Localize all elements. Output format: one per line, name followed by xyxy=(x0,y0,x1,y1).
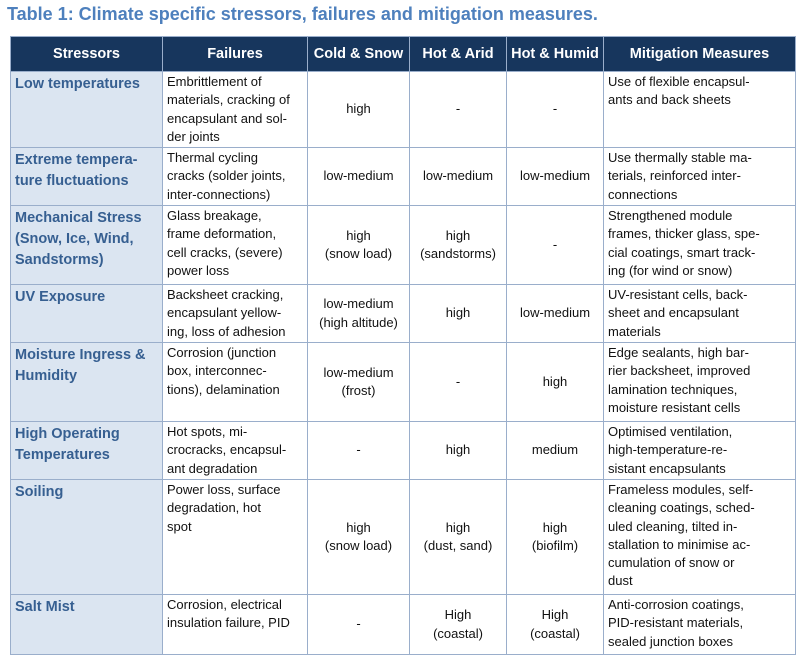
failure-line: crocracks, encapsul- xyxy=(167,442,287,458)
hot-arid-cell xyxy=(410,480,507,595)
mitigation-line: Strengthened module xyxy=(608,208,733,223)
hot-humid-cell xyxy=(507,480,604,595)
mitigation-line: Edge sealants, high bar- xyxy=(608,345,749,360)
mitigation-line: Anti-corrosion coatings, xyxy=(608,597,744,612)
mitigation-line: sealed junction boxes xyxy=(608,633,734,649)
stressor-cell xyxy=(11,595,163,655)
stressor-line: Temperatures xyxy=(15,447,110,463)
header-failures: Failures xyxy=(163,37,308,72)
stressor-line: Extreme tempera- xyxy=(15,152,138,168)
stressor-line: Humidity xyxy=(15,368,78,384)
failure-cell xyxy=(163,480,308,595)
failure-line: Thermal cycling xyxy=(167,150,259,165)
failure-line: Corrosion, electrical xyxy=(167,597,282,612)
failure-line: encapsulant and sol- xyxy=(167,110,287,126)
hot-arid-cell xyxy=(410,343,507,422)
hot-humid-line: (biofilm) xyxy=(531,538,579,553)
hot-arid-cell xyxy=(410,595,507,655)
header-cold-snow: Cold & Snow xyxy=(308,37,410,72)
cold-snow-cell xyxy=(308,480,410,595)
failure-line: cell cracks, (severe) xyxy=(167,244,283,260)
failure-cell xyxy=(163,343,308,422)
mitigation-line: materials xyxy=(608,323,661,339)
hot-arid-cell xyxy=(410,72,507,148)
mitigation-line: cial coatings, smart track- xyxy=(608,244,756,260)
hot-humid-line: low-medium xyxy=(519,168,591,184)
mitigation-line: stallation to minimise ac- xyxy=(608,536,751,552)
stressor-line: (Snow, Ice, Wind, xyxy=(15,231,134,247)
hot-arid-line: high xyxy=(445,305,471,321)
stressor-line: UV Exposure xyxy=(15,289,106,305)
mitigation-line: uled cleaning, tilted in- xyxy=(608,518,738,534)
hot-humid-cell xyxy=(507,72,604,148)
failure-cell xyxy=(163,422,308,480)
mitigation-cell xyxy=(604,595,796,655)
stressor-cell xyxy=(11,148,163,206)
hot-arid-line: high xyxy=(445,442,471,458)
cold-snow-cell xyxy=(308,343,410,422)
cold-snow-line: (snow load) xyxy=(324,246,393,261)
failure-line: insulation failure, PID xyxy=(167,615,290,631)
cold-snow-line: (high altitude) xyxy=(319,314,398,330)
hot-humid-line: low-medium xyxy=(519,305,591,321)
mitigation-line: Use thermally stable ma- xyxy=(608,150,752,165)
mitigation-line: UV-resistant cells, back- xyxy=(608,287,748,302)
hot-humid-cell xyxy=(507,343,604,422)
failure-cell xyxy=(163,148,308,206)
hot-arid-line: (coastal) xyxy=(433,625,483,641)
stressor-cell xyxy=(11,285,163,343)
stressor-cell xyxy=(11,422,163,480)
hot-arid-line: - xyxy=(455,101,461,117)
mitigation-line: ants and back sheets xyxy=(608,92,731,108)
hot-humid-line: - xyxy=(552,236,558,252)
hot-arid-cell xyxy=(410,206,507,285)
mitigation-cell xyxy=(604,285,796,343)
failure-line: Glass breakage, xyxy=(167,208,262,223)
failure-line: Hot spots, mi- xyxy=(167,424,248,439)
hot-humid-line: medium xyxy=(531,442,579,458)
stressor-line: Moisture Ingress & xyxy=(15,347,146,363)
cold-snow-cell xyxy=(308,72,410,148)
table-caption: Table 1: Climate specific stressors, failures and mitigation measures. xyxy=(7,4,598,24)
cold-snow-line: (snow load) xyxy=(324,538,393,553)
hot-arid-line: (sandstorms) xyxy=(420,246,496,261)
cold-snow-cell xyxy=(308,285,410,343)
failure-cell xyxy=(163,595,308,655)
table-row xyxy=(11,343,796,422)
hot-humid-line: - xyxy=(552,101,558,117)
failure-line: Embrittlement of xyxy=(167,74,262,89)
failure-cell xyxy=(163,285,308,343)
hot-arid-line: (dust, sand) xyxy=(423,538,493,553)
hot-humid-line: high xyxy=(542,373,568,389)
failure-line: materials, cracking of xyxy=(167,92,290,108)
hot-humid-line: high xyxy=(542,519,568,535)
mitigation-cell xyxy=(604,343,796,422)
hot-arid-line: high xyxy=(445,227,471,243)
stressor-line: High Operating xyxy=(15,426,120,442)
mitigation-line: sheet and encapsulant xyxy=(608,305,739,321)
header-mitigation: Mitigation Measures xyxy=(604,37,796,72)
failure-line: Corrosion (junction xyxy=(167,345,277,360)
cold-snow-cell xyxy=(308,422,410,480)
stressor-cell xyxy=(11,206,163,285)
mitigation-line: high-temperature-re- xyxy=(608,442,728,458)
mitigation-line: Optimised ventilation, xyxy=(608,424,733,439)
cold-snow-line: low-medium xyxy=(323,364,394,380)
hot-humid-cell xyxy=(507,595,604,655)
cold-snow-line: high xyxy=(346,227,371,243)
table-row xyxy=(11,480,796,595)
mitigation-line: moisture resistant cells xyxy=(608,399,741,415)
failure-line: tions), delamination xyxy=(167,381,280,397)
stressor-line: Low temperatures xyxy=(15,76,140,92)
stressor-line: Salt Mist xyxy=(15,599,75,615)
header-row xyxy=(11,37,796,72)
mitigation-line: Frameless modules, self- xyxy=(608,482,754,497)
failure-line: encapsulant yellow- xyxy=(167,305,282,321)
cold-snow-cell xyxy=(308,206,410,285)
cold-snow-line: low-medium xyxy=(323,296,394,312)
mitigation-line: sistant encapsulants xyxy=(608,460,726,476)
header-hot-arid: Hot & Arid xyxy=(410,37,507,72)
failure-line: spot xyxy=(167,518,192,534)
cold-snow-line: low-medium xyxy=(323,168,394,184)
hot-humid-line: (coastal) xyxy=(530,625,580,641)
hot-humid-cell xyxy=(507,422,604,480)
table-row xyxy=(11,422,796,480)
failure-line: Backsheet cracking, xyxy=(167,287,284,302)
header-stressors: Stressors xyxy=(11,37,163,72)
hot-arid-cell xyxy=(410,422,507,480)
hot-arid-cell xyxy=(410,148,507,206)
cold-snow-cell xyxy=(308,148,410,206)
mitigation-line: terials, reinforced inter- xyxy=(608,168,741,184)
stressors-table xyxy=(10,36,796,655)
stressor-line: Mechanical Stress xyxy=(15,210,142,226)
cold-snow-line: high xyxy=(346,519,371,535)
mitigation-cell xyxy=(604,148,796,206)
table-row xyxy=(11,148,796,206)
failure-line: power loss xyxy=(167,262,230,278)
stressor-cell xyxy=(11,343,163,422)
hot-humid-cell xyxy=(507,285,604,343)
mitigation-line: PID-resistant materials, xyxy=(608,615,744,631)
cold-snow-line: - xyxy=(356,616,361,632)
mitigation-line: frames, thicker glass, spe- xyxy=(608,226,760,242)
failure-line: inter-connections) xyxy=(167,186,271,202)
mitigation-line: cumulation of snow or xyxy=(608,555,735,571)
cold-snow-line: - xyxy=(356,442,361,458)
mitigation-line: dust xyxy=(608,573,633,589)
mitigation-cell xyxy=(604,206,796,285)
failure-line: cracks (solder joints, xyxy=(167,168,286,184)
table-row xyxy=(11,72,796,148)
table-row xyxy=(11,595,796,655)
failure-line: ant degradation xyxy=(167,460,258,476)
hot-arid-line: low-medium xyxy=(422,168,494,184)
mitigation-line: rier backsheet, improved xyxy=(608,363,751,379)
failure-line: frame deformation, xyxy=(167,226,277,242)
failure-line: Power loss, surface xyxy=(167,482,281,497)
cold-snow-line: high xyxy=(346,101,371,117)
hot-humid-cell xyxy=(507,148,604,206)
mitigation-line: connections xyxy=(608,186,678,202)
mitigation-line: Use of flexible encapsul- xyxy=(608,74,750,89)
failure-cell xyxy=(163,72,308,148)
failure-line: box, interconnec- xyxy=(167,363,267,379)
mitigation-cell xyxy=(604,72,796,148)
mitigation-line: ing (for wind or snow) xyxy=(608,262,733,278)
failure-line: der joints xyxy=(167,128,220,144)
header-hot-humid: Hot & Humid xyxy=(507,37,604,72)
mitigation-line: lamination techniques, xyxy=(608,381,738,397)
mitigation-cell xyxy=(604,480,796,595)
hot-humid-line: High xyxy=(541,607,569,623)
stressor-line: ture fluctuations xyxy=(15,173,129,189)
failure-line: ing, loss of adhesion xyxy=(167,323,286,339)
stressor-line: Soiling xyxy=(15,484,64,500)
mitigation-cell xyxy=(604,422,796,480)
table-row xyxy=(11,206,796,285)
stressor-line: Sandstorms) xyxy=(15,252,104,268)
table-row xyxy=(11,285,796,343)
hot-humid-cell xyxy=(507,206,604,285)
hot-arid-line: high xyxy=(445,519,471,535)
cold-snow-cell xyxy=(308,595,410,655)
stressor-cell xyxy=(11,480,163,595)
failure-cell xyxy=(163,206,308,285)
hot-arid-line: High xyxy=(444,607,472,623)
mitigation-line: cleaning coatings, sched- xyxy=(608,500,755,516)
cold-snow-line: (frost) xyxy=(341,383,376,398)
failure-line: degradation, hot xyxy=(167,500,261,516)
hot-arid-cell xyxy=(410,285,507,343)
stressor-cell xyxy=(11,72,163,148)
hot-arid-line: - xyxy=(455,373,461,389)
